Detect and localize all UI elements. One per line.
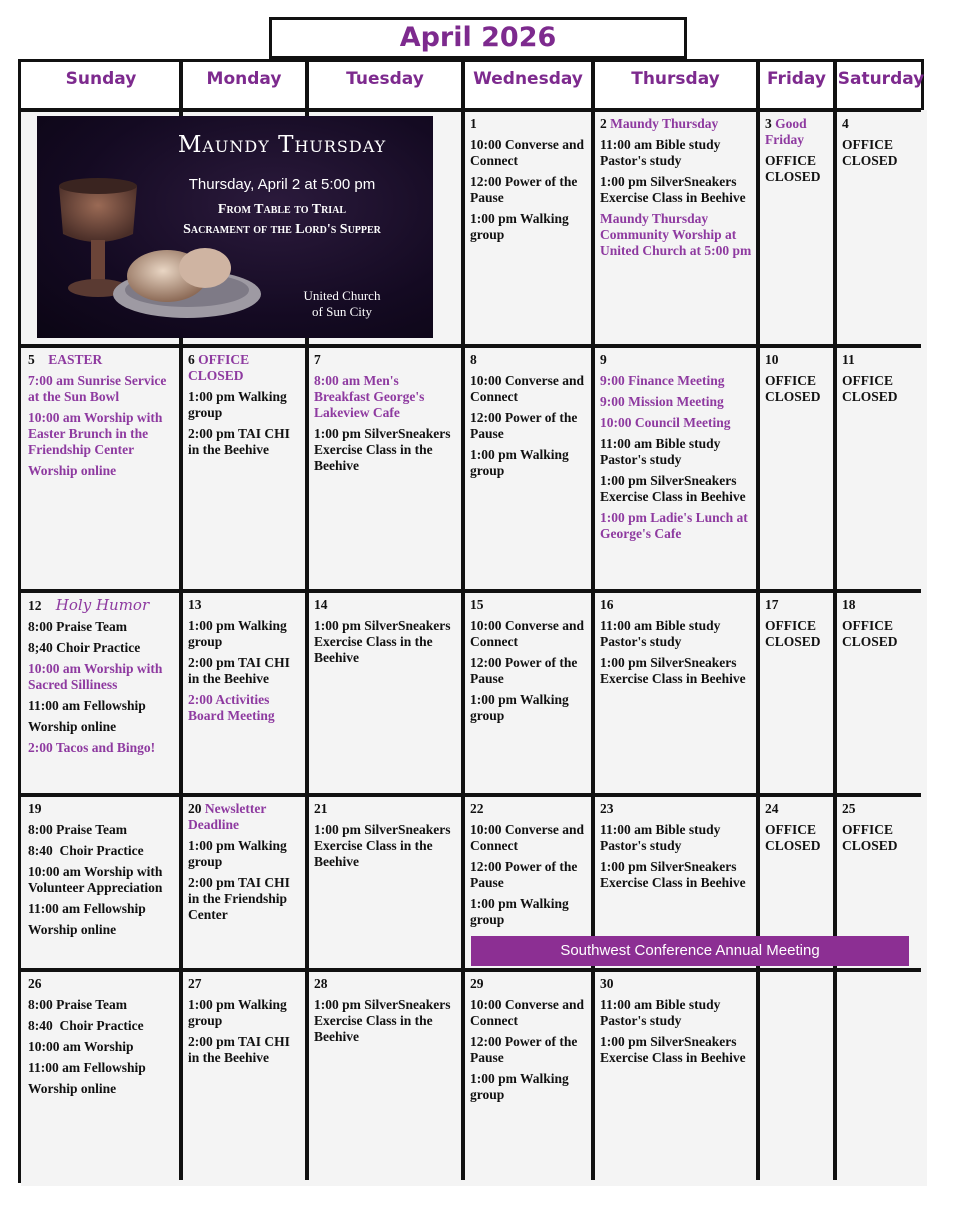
- day-number: 14: [314, 597, 328, 612]
- promo-line1: From Table to Trial: [217, 202, 347, 217]
- promo-church-location: of Sun City: [312, 304, 372, 319]
- day-header-sunday: Sunday: [65, 69, 137, 89]
- day-cell-19[interactable]: [21, 795, 181, 970]
- day-cell-21[interactable]: [307, 795, 463, 970]
- day-number: 22: [470, 801, 484, 816]
- day-cell-6[interactable]: [181, 346, 307, 591]
- event-text: Worship online: [28, 1081, 117, 1096]
- day-number: 10: [765, 352, 779, 367]
- day-cell-16[interactable]: [593, 591, 758, 795]
- event-text: 1:00 pm Walking group: [188, 838, 291, 869]
- day-number: 11: [842, 352, 855, 367]
- grid-vline: [756, 62, 760, 1180]
- day-cell-13[interactable]: [181, 591, 307, 795]
- day-number: 19: [28, 801, 42, 816]
- event-text: OFFICE CLOSED: [842, 618, 898, 649]
- day-number: 28: [314, 976, 328, 991]
- grid-hline: [21, 589, 921, 593]
- calendar-cell-bg: [758, 970, 835, 1186]
- event-text: OFFICE CLOSED: [765, 618, 821, 649]
- day-header-wednesday: Wednesday: [473, 69, 583, 89]
- day-number: 7: [314, 352, 321, 367]
- day-cell-14[interactable]: [307, 591, 463, 795]
- event-text: 8:00 Praise Team: [28, 997, 127, 1012]
- day-cell-9[interactable]: [593, 346, 758, 591]
- event-text: 11:00 am Fellowship: [28, 1060, 146, 1075]
- day-number: 8: [470, 352, 477, 367]
- day-cell-18[interactable]: [835, 591, 927, 795]
- day-number: 13: [188, 597, 202, 612]
- event-text: 12:00 Power of the Pause: [470, 410, 581, 441]
- event-text: 1:00 pm SilverSneakers Exercise Class in Beehive: [600, 174, 746, 205]
- grid-hline: [21, 108, 921, 112]
- event-text: 1:00 pm Walking group: [188, 997, 291, 1028]
- event-text: 2:00 pm TAI CHI in the Beehive: [188, 426, 294, 457]
- event-text: 10:00 am Worship: [28, 1039, 134, 1054]
- day-number: 2: [600, 116, 607, 131]
- event-text: 2:00 pm TAI CHI in the Beehive: [188, 1034, 294, 1065]
- day-cell-5[interactable]: [21, 346, 181, 591]
- event-text: 10:00 Converse and Connect: [470, 618, 588, 649]
- grid-hline: [21, 344, 921, 348]
- day-number: 23: [600, 801, 614, 816]
- promo-heading: Maundy Thursday: [177, 132, 387, 158]
- event-text: 8:00 Praise Team: [28, 822, 127, 837]
- day-number: 27: [188, 976, 202, 991]
- day-cell-28[interactable]: [307, 970, 463, 1186]
- event-text: 1:00 pm Walking group: [188, 618, 291, 649]
- promo-line2: Sacrament of the Lord's Supper: [183, 222, 381, 237]
- event-text: 12:00 Power of the Pause: [470, 174, 581, 205]
- event-text: 11:00 am Bible study Pastor's study: [600, 618, 724, 649]
- day-cell-10[interactable]: [758, 346, 835, 591]
- event-text: 9:00 Finance Meeting: [600, 373, 725, 388]
- day-number: 25: [842, 801, 856, 816]
- day-number: 16: [600, 597, 614, 612]
- event-text: Good Friday: [765, 116, 811, 147]
- event-text: OFFICE CLOSED: [765, 822, 821, 853]
- day-cell-8[interactable]: [463, 346, 593, 591]
- event-text: 2:00 pm TAI CHI in the Friendship Center: [188, 875, 294, 922]
- grid-vline: [591, 62, 595, 1180]
- event-text: Holy Humor: [41, 596, 150, 614]
- event-text: 12:00 Power of the Pause: [470, 655, 581, 686]
- day-number: 29: [470, 976, 484, 991]
- day-cell-4[interactable]: [835, 110, 927, 346]
- event-text: EASTER: [34, 352, 103, 367]
- grid-hline: [21, 793, 921, 797]
- event-text: OFFICE CLOSED: [842, 137, 898, 168]
- event-text: 9:00 Mission Meeting: [600, 394, 724, 409]
- event-text: 11:00 am Bible study Pastor's study: [600, 997, 724, 1028]
- event-text: Newsletter Deadline: [188, 801, 270, 832]
- day-number: 20: [188, 801, 202, 816]
- event-text: Worship online: [28, 463, 117, 478]
- event-text: 1:00 pm SilverSneakers Exercise Class in Beehive: [600, 473, 746, 504]
- day-cell-12[interactable]: [21, 591, 181, 795]
- day-cell-17[interactable]: [758, 591, 835, 795]
- grid-hline: [21, 968, 921, 972]
- event-text: OFFICE CLOSED: [188, 352, 253, 383]
- day-cell-20[interactable]: [181, 795, 307, 970]
- event-text: 1:00 pm Walking group: [470, 1071, 573, 1102]
- promo-church-name: United Church: [303, 288, 381, 303]
- event-text: 2:00 pm TAI CHI in the Beehive: [188, 655, 294, 686]
- day-number: 1: [470, 116, 477, 131]
- event-text: 1:00 pm Walking group: [470, 896, 573, 927]
- event-text: 11:00 am Bible study Pastor's study: [600, 137, 724, 168]
- event-text: 1:00 pm Walking group: [470, 447, 573, 478]
- day-number: 24: [765, 801, 779, 816]
- event-text: Worship online: [28, 719, 117, 734]
- day-header-monday: Monday: [206, 69, 282, 89]
- event-text: 10:00 Converse and Connect: [470, 137, 588, 168]
- event-text: 1:00 pm Ladie's Lunch at George's Cafe: [600, 510, 752, 541]
- day-number: 30: [600, 976, 614, 991]
- day-header-tuesday: Tuesday: [346, 69, 424, 89]
- event-text: 2:00 Tacos and Bingo!: [28, 740, 156, 755]
- day-cell-2[interactable]: [593, 110, 758, 346]
- event-text: 11:00 am Fellowship: [28, 901, 146, 916]
- event-text: 11:00 am Bible study Pastor's study: [600, 822, 724, 853]
- event-text: 8:00 am Men's Breakfast George's Lakeview Cafe: [314, 373, 428, 420]
- event-text: 11:00 am Fellowship: [28, 698, 146, 713]
- day-header-thursday: Thursday: [631, 69, 720, 89]
- day-number: 17: [765, 597, 779, 612]
- event-text: Maundy Thursday Community Worship at United Church at 5:00 pm: [600, 211, 752, 258]
- southwest-conference-event-bar[interactable]: Southwest Conference Annual Meeting: [471, 936, 909, 966]
- event-text: OFFICE CLOSED: [765, 153, 821, 184]
- event-text: 1:00 pm Walking group: [470, 692, 573, 723]
- event-text: 1:00 pm SilverSneakers Exercise Class in Beehive: [600, 859, 746, 890]
- event-text: 8:00 Praise Team: [28, 619, 127, 634]
- event-text: 8;40 Choir Practice: [28, 640, 141, 655]
- maundy-thursday-promo-image: [37, 116, 433, 338]
- event-text: OFFICE CLOSED: [842, 822, 898, 853]
- day-cell-3[interactable]: [758, 110, 835, 346]
- day-cell-29[interactable]: [463, 970, 593, 1186]
- day-cell-1[interactable]: [463, 110, 593, 346]
- day-header-friday: Friday: [767, 69, 826, 89]
- day-header-saturday: Saturday: [837, 69, 925, 89]
- day-number: 21: [314, 801, 328, 816]
- event-text: 10:00 Converse and Connect: [470, 822, 588, 853]
- day-cell-30[interactable]: [593, 970, 758, 1186]
- day-number: 6: [188, 352, 195, 367]
- event-text: Worship online: [28, 922, 117, 937]
- event-text: 10:00 Council Meeting: [600, 415, 731, 430]
- event-text: 12:00 Power of the Pause: [470, 1034, 581, 1065]
- event-text: 1:00 pm Walking group: [188, 389, 291, 420]
- event-text: 2:00 Activities Board Meeting: [188, 692, 275, 723]
- day-cell-27[interactable]: [181, 970, 307, 1186]
- grid-vline: [833, 62, 837, 1180]
- day-number: 15: [470, 597, 484, 612]
- event-text: 10:00 am Worship with Easter Brunch in the Friendship Center: [28, 410, 166, 457]
- day-number: 18: [842, 597, 856, 612]
- event-text: 11:00 am Bible study Pastor's study: [600, 436, 724, 467]
- day-number: 3: [765, 116, 772, 131]
- calendar-cell-bg: [835, 970, 927, 1186]
- event-text: 8:40 Choir Practice: [28, 843, 144, 858]
- event-text: 8:40 Choir Practice: [28, 1018, 144, 1033]
- day-cell-7[interactable]: [307, 346, 463, 591]
- day-cell-15[interactable]: [463, 591, 593, 795]
- month-title: April 2026: [269, 17, 687, 59]
- event-text: 1:00 pm SilverSneakers Exercise Class in the Beehive: [314, 997, 454, 1044]
- day-cell-26[interactable]: [21, 970, 181, 1186]
- event-text: 12:00 Power of the Pause: [470, 859, 581, 890]
- event-text: 1:00 pm SilverSneakers Exercise Class in Beehive: [600, 1034, 746, 1065]
- event-text: 1:00 pm SilverSneakers Exercise Class in the Beehive: [314, 618, 454, 665]
- event-text: 10:00 am Worship with Sacred Silliness: [28, 661, 166, 692]
- event-text: 10:00 am Worship with Volunteer Appreciation: [28, 864, 166, 895]
- promo-church: [287, 288, 397, 320]
- day-cell-11[interactable]: [835, 346, 927, 591]
- day-number: 9: [600, 352, 607, 367]
- day-number: 12: [28, 598, 42, 613]
- event-text: 10:00 Converse and Connect: [470, 373, 588, 404]
- day-number: 5: [28, 352, 35, 367]
- event-text: 10:00 Converse and Connect: [470, 997, 588, 1028]
- event-text: 7:00 am Sunrise Service at the Sun Bowl: [28, 373, 170, 404]
- event-text: Maundy Thursday: [606, 116, 719, 131]
- event-text: OFFICE CLOSED: [842, 373, 898, 404]
- event-text: OFFICE CLOSED: [765, 373, 821, 404]
- day-number: 26: [28, 976, 42, 991]
- event-text: 1:00 pm Walking group: [470, 211, 573, 242]
- event-text: 1:00 pm SilverSneakers Exercise Class in Beehive: [600, 655, 746, 686]
- promo-date: Thursday, April 2 at 5:00 pm: [188, 176, 376, 193]
- day-number: 4: [842, 116, 849, 131]
- event-text: 1:00 pm SilverSneakers Exercise Class in the Beehive: [314, 822, 454, 869]
- grid-vline: [461, 62, 465, 1180]
- event-text: 1:00 pm SilverSneakers Exercise Class in the Beehive: [314, 426, 454, 473]
